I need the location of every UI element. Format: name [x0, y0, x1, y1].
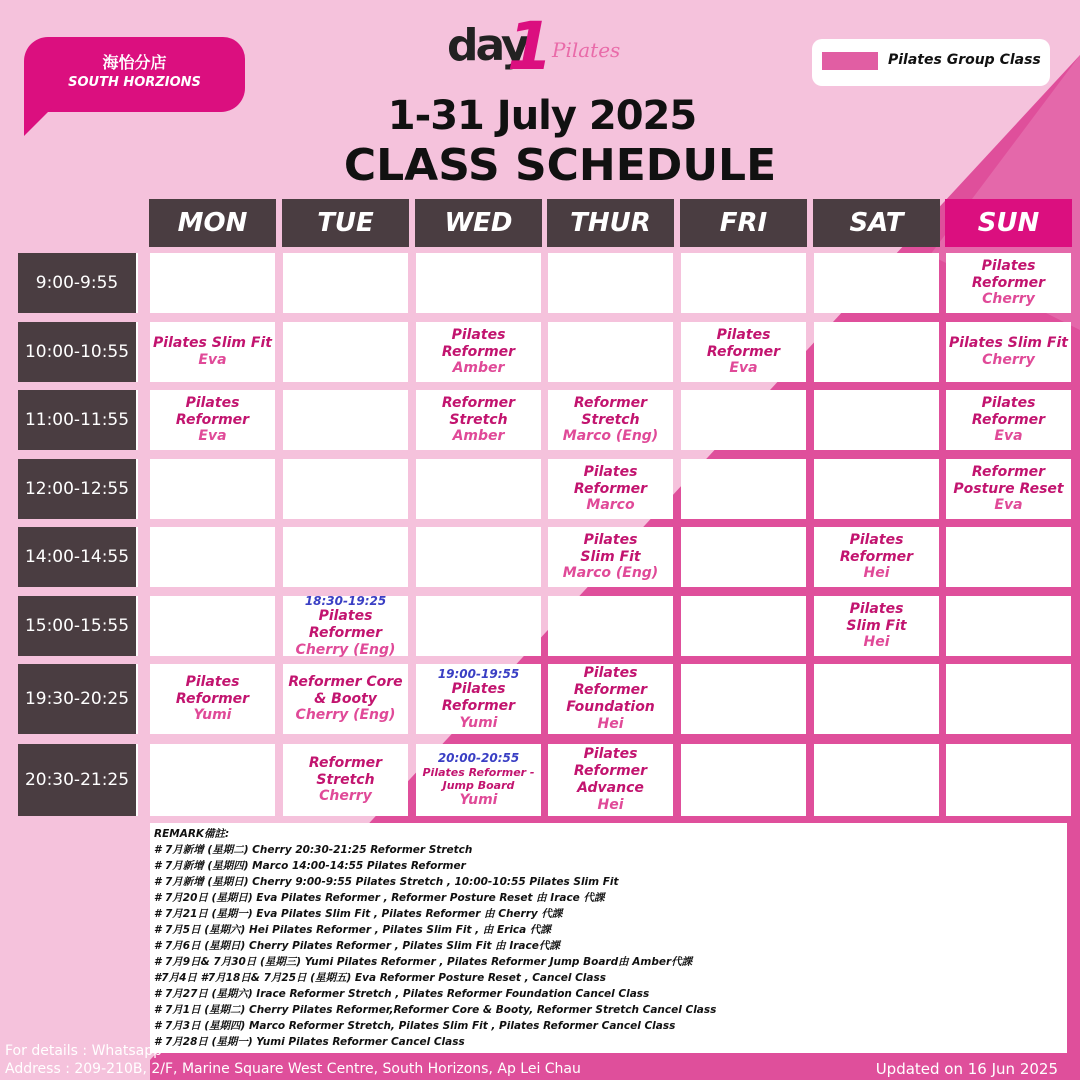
- empty-cell: [150, 459, 275, 519]
- class-cell: [681, 322, 806, 382]
- class-coach: Eva: [994, 428, 1023, 445]
- logo-pilates: Pilates: [552, 38, 621, 62]
- empty-cell: [548, 253, 673, 313]
- empty-cell: [283, 253, 408, 313]
- footer-address: Address : 209-210B, 2/F, Marine Square West Centre, South Horizons, Ap Lei Chau: [5, 1061, 581, 1077]
- empty-cell: [150, 527, 275, 587]
- class-cell: [548, 664, 673, 734]
- class-name: Reformer Core & Booty: [288, 673, 403, 707]
- day-header-wed: WED: [415, 199, 542, 247]
- day-header-thur: THUR: [547, 199, 674, 247]
- location-en: SOUTH HORZIONS: [68, 75, 201, 90]
- time-slot-label: 9:00-9:55: [18, 253, 138, 313]
- class-coach: Amber: [452, 360, 505, 377]
- class-cell: [548, 527, 673, 587]
- class-name: Pilates Slim Fit: [580, 531, 641, 565]
- empty-cell: [814, 390, 939, 450]
- empty-cell: [681, 390, 806, 450]
- remark-line: # 7月新增 (星期四) Marco 14:00-14:55 Pilates Reformer: [154, 860, 466, 872]
- class-cell: [150, 390, 275, 450]
- logo-day: day: [447, 20, 527, 71]
- time-slot-label: 19:30-20:25: [18, 664, 138, 734]
- class-coach: Eva: [198, 352, 227, 368]
- day-header-sun: SUN: [945, 199, 1072, 247]
- day-header-sat: SAT: [813, 199, 940, 247]
- class-coach: Marco: [586, 497, 635, 514]
- empty-cell: [150, 596, 275, 656]
- empty-cell: [814, 253, 939, 313]
- class-name: Pilates Slim Fit: [949, 335, 1068, 352]
- remark-line: # 7月27日 (星期六) Irace Reformer Stretch , Pilates Reformer Foundation Cancel Class: [154, 988, 650, 1000]
- class-cell: [814, 596, 939, 656]
- class-cell: [548, 390, 673, 450]
- remark-line: # 7月20日 (星期日) Eva Pilates Reformer , Reformer Posture Reset 由 Irace 代課: [154, 892, 605, 904]
- class-cell: [946, 253, 1071, 313]
- class-coach: Cherry: [982, 291, 1035, 308]
- class-coach: Yumi: [193, 707, 232, 724]
- footer-updated: Updated on 16 Jun 2025: [875, 1060, 1058, 1078]
- empty-cell: [681, 664, 806, 734]
- time-slot-label: 15:00-15:55: [18, 596, 138, 656]
- class-name: Reformer Stretch: [573, 394, 648, 428]
- empty-cell: [416, 253, 541, 313]
- class-alt-time: 20:00-20:55: [437, 751, 520, 766]
- time-slot-label: 11:00-11:55: [18, 390, 138, 450]
- schedule-title: CLASS SCHEDULE: [343, 140, 777, 191]
- class-coach: Hei: [863, 634, 890, 651]
- class-name: Pilates Reformer: [706, 326, 781, 360]
- empty-cell: [416, 527, 541, 587]
- remark-line: # 7月1日 (星期二) Cherry Pilates Reformer,Reformer Core & Booty, Reformer Stretch Cancel Class: [154, 1004, 717, 1016]
- empty-cell: [681, 744, 806, 816]
- schedule-date: 1-31 July 2025: [387, 93, 697, 139]
- empty-cell: [814, 459, 939, 519]
- legend: [812, 39, 1050, 86]
- remark-line: # 7月21日 (星期一) Eva Pilates Slim Fit , Pilates Reformer 由 Cherry 代課: [154, 908, 563, 920]
- class-name: Pilates Reformer: [971, 394, 1046, 428]
- empty-cell: [946, 527, 1071, 587]
- remarks-box: [150, 823, 1067, 1053]
- class-name: Pilates Reformer: [441, 326, 516, 360]
- class-coach: Cherry (Eng): [295, 707, 396, 724]
- remark-line: # 7月6日 (星期日) Cherry Pilates Reformer , Pilates Slim Fit 由 Irace代課: [154, 940, 560, 952]
- empty-cell: [416, 459, 541, 519]
- class-name: Pilates Slim Fit: [153, 335, 272, 352]
- class-coach: Marco (Eng): [562, 565, 659, 582]
- class-coach: Eva: [729, 360, 758, 377]
- class-coach: Hei: [597, 796, 624, 813]
- empty-cell: [814, 664, 939, 734]
- class-cell: [283, 744, 408, 816]
- class-coach: Eva: [198, 428, 227, 445]
- time-slot-label: 12:00-12:55: [18, 459, 138, 519]
- class-cell: [814, 527, 939, 587]
- class-coach: Eva: [994, 497, 1023, 514]
- class-name: Pilates Reformer: [175, 394, 250, 428]
- remark-line: # 7月新增 (星期日) Cherry 9:00-9:55 Pilates Stretch , 10:00-10:55 Pilates Slim Fit: [154, 876, 619, 888]
- empty-cell: [548, 596, 673, 656]
- empty-cell: [150, 744, 275, 816]
- time-slot-label: 10:00-10:55: [18, 322, 138, 382]
- time-slot-label: 14:00-14:55: [18, 527, 138, 587]
- class-cell: [150, 322, 275, 382]
- class-name: Reformer Posture Reset: [953, 463, 1064, 497]
- empty-cell: [283, 459, 408, 519]
- class-name: Pilates Reformer Advance: [573, 746, 648, 796]
- empty-cell: [548, 322, 673, 382]
- empty-cell: [946, 744, 1071, 816]
- class-coach: Amber: [452, 428, 505, 445]
- class-coach: Yumi: [459, 791, 498, 808]
- class-cell: [416, 322, 541, 382]
- class-name: Reformer Stretch: [308, 754, 383, 788]
- class-cell: [548, 459, 673, 519]
- class-name: Pilates Slim Fit: [846, 600, 907, 634]
- footer-details: For details : Whatsapp: [5, 1043, 163, 1059]
- logo-one: 1: [507, 8, 553, 85]
- remark-line: # 7月28日 (星期一) Yumi Pilates Reformer Cancel Class: [154, 1036, 465, 1048]
- location-zh: 海怡分店: [102, 53, 167, 72]
- empty-cell: [946, 596, 1071, 656]
- empty-cell: [946, 664, 1071, 734]
- day-header-fri: FRI: [680, 199, 807, 247]
- class-cell: [416, 390, 541, 450]
- empty-cell: [681, 596, 806, 656]
- class-alt-time: 19:00-19:55: [437, 666, 520, 681]
- class-coach: Hei: [597, 715, 624, 732]
- day-header-mon: MON: [149, 199, 276, 247]
- legend-label: Pilates Group Class: [888, 52, 1041, 68]
- empty-cell: [681, 253, 806, 313]
- empty-cell: [814, 322, 939, 382]
- empty-cell: [283, 390, 408, 450]
- empty-cell: [150, 253, 275, 313]
- class-alt-time: 18:30-19:25: [304, 593, 387, 608]
- empty-cell: [814, 744, 939, 816]
- class-name: Pilates Reformer Foundation: [566, 665, 655, 715]
- class-cell: [283, 593, 408, 658]
- class-cell: [548, 744, 673, 816]
- class-cell: [416, 664, 541, 734]
- class-name: Pilates Reformer: [308, 608, 383, 641]
- class-name: Pilates Reformer - Jump Board: [422, 765, 535, 792]
- class-cell: [150, 664, 275, 734]
- class-coach: Cherry: [319, 788, 372, 805]
- class-name: Pilates Reformer: [573, 463, 648, 497]
- class-cell: [416, 744, 541, 816]
- day-header-tue: TUE: [282, 199, 409, 247]
- legend-swatch: [822, 52, 878, 70]
- class-name: Reformer Stretch: [441, 394, 516, 428]
- class-coach: Marco (Eng): [562, 428, 659, 445]
- class-cell: [946, 322, 1071, 382]
- class-cell: [946, 459, 1071, 519]
- remark-line: # 7月3日 (星期四) Marco Reformer Stretch, Pilates Slim Fit , Pilates Reformer Cancel Class: [154, 1020, 676, 1032]
- remarks-title: REMARK備註:: [154, 828, 230, 840]
- class-name: Pilates Reformer: [175, 673, 250, 707]
- class-coach: Yumi: [459, 714, 498, 731]
- remark-line: #7月4日 #7月18日& 7月25日 (星期五) Eva Reformer Posture Reset , Cancel Class: [154, 972, 606, 984]
- empty-cell: [283, 527, 408, 587]
- class-name: Pilates Reformer: [839, 531, 914, 565]
- empty-cell: [681, 527, 806, 587]
- remark-line: # 7月新增 (星期二) Cherry 20:30-21:25 Reformer Stretch: [154, 844, 473, 856]
- empty-cell: [416, 596, 541, 656]
- class-coach: Hei: [863, 565, 890, 582]
- empty-cell: [681, 459, 806, 519]
- class-cell: [283, 664, 408, 734]
- class-name: Pilates Reformer: [971, 257, 1046, 291]
- time-slot-label: 20:30-21:25: [18, 744, 138, 816]
- remark-line: # 7月5日 (星期六) Hei Pilates Reformer , Pilates Slim Fit , 由 Erica 代課: [154, 924, 551, 936]
- brand-logo: [447, 8, 647, 88]
- class-coach: Cherry: [982, 352, 1035, 368]
- remark-line: # 7月9日& 7月30日 (星期三) Yumi Pilates Reformer , Pilates Reformer Jump Board由 Amber代課: [154, 956, 693, 968]
- class-cell: [946, 390, 1071, 450]
- empty-cell: [283, 322, 408, 382]
- remarks-list: [154, 842, 1063, 1050]
- class-coach: Cherry (Eng): [295, 641, 396, 658]
- class-name: Pilates Reformer: [441, 681, 516, 714]
